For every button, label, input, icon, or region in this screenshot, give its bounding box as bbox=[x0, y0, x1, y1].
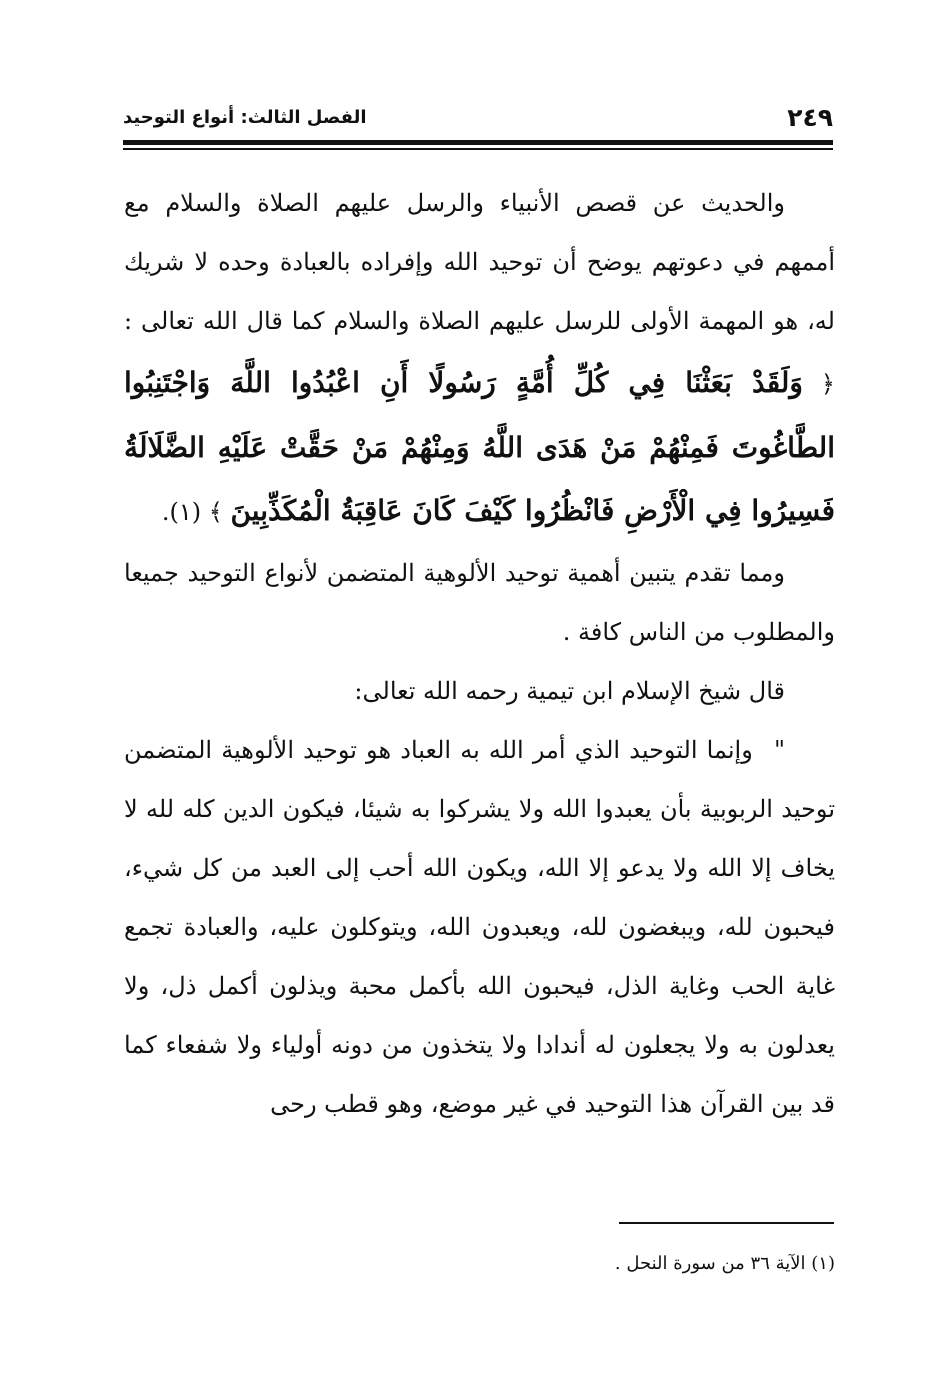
page-number: ٢٤٩ bbox=[787, 103, 833, 132]
page-header bbox=[123, 100, 833, 150]
footnote-reference: (١). bbox=[161, 498, 202, 526]
quran-open-bracket: ﴿ bbox=[820, 370, 835, 398]
chapter-title: الفصل الثالث: أنواع التوحيد bbox=[123, 107, 367, 128]
quote-text: وإنما التوحيد الذي أمر الله به العباد هو توحيد الألوهية المتضمن توحيد الربوبية بأن يعبدوا الله ولا يشركوا به شيئا، فيكون الدين كله لله لا يخاف إلا الله ولا يدعو إلا الله، ويكون الله أحب إلى العبد من كل شيء، فيحبون لله، ويبغضون لله، ويعبدون الله، ويتوكلون عليه، والعبادة تجمع غاية الحب وغاية الذل، فيحبون الله بأكمل محبة ويذلون أكمل ذل، ولا يعدلون به ولا يجعلون له أندادا ولا يتخذون من دونه أولياء ولا شفعاء كما قد بين القرآن هذا التوحيد في غير موضع، وهو قطب رحى bbox=[124, 736, 835, 1118]
quran-close-bracket: ﴾ bbox=[208, 498, 223, 526]
footnote-1: (١) الآية ٣٦ من سورة النحل . bbox=[614, 1253, 835, 1274]
opening-quote-mark: " bbox=[773, 736, 785, 764]
footnote-divider bbox=[619, 1222, 834, 1224]
header-rule-thin bbox=[123, 148, 833, 150]
paragraph-ibn-taymiyyah-quote bbox=[124, 721, 835, 1134]
paragraph-quran-context bbox=[124, 174, 835, 544]
quran-verse: وَلَقَدْ بَعَثْنَا فِي كُلِّ أُمَّةٍ رَسُولًا أَنِ اعْبُدُوا اللَّهَ وَاجْتَنِبُوا الطَّاغُوتَ فَمِنْهُمْ مَنْ هَدَى اللَّهُ وَمِنْهُمْ مَنْ حَقَّتْ عَلَيْهِ الضَّلَالَةُ فَسِيرُوا فِي الْأَرْضِ فَانْظُرُوا كَيْفَ كَانَ عَاقِبَةُ الْمُكَذِّبِينَ bbox=[124, 366, 835, 527]
header-rule-thick bbox=[123, 140, 833, 145]
paragraph-tawhid-importance: ومما تقدم يتبين أهمية توحيد الألوهية المتضمن لأنواع التوحيد جميعا والمطلوب من الناس كافة . bbox=[124, 559, 835, 646]
paragraph-quote-attribution: قال شيخ الإسلام ابن تيمية رحمه الله تعالى: bbox=[354, 677, 785, 705]
paragraph-intro-text: والحديث عن قصص الأنبياء والرسل عليهم الصلاة والسلام مع أممهم في دعوتهم يوضح أن توحيد الله وإفراده بالعبادة وحده لا شريك له، هو المهمة الأولى للرسل عليهم الصلاة والسلام كما قال الله تعالى : bbox=[124, 189, 835, 335]
main-text bbox=[124, 174, 835, 1134]
